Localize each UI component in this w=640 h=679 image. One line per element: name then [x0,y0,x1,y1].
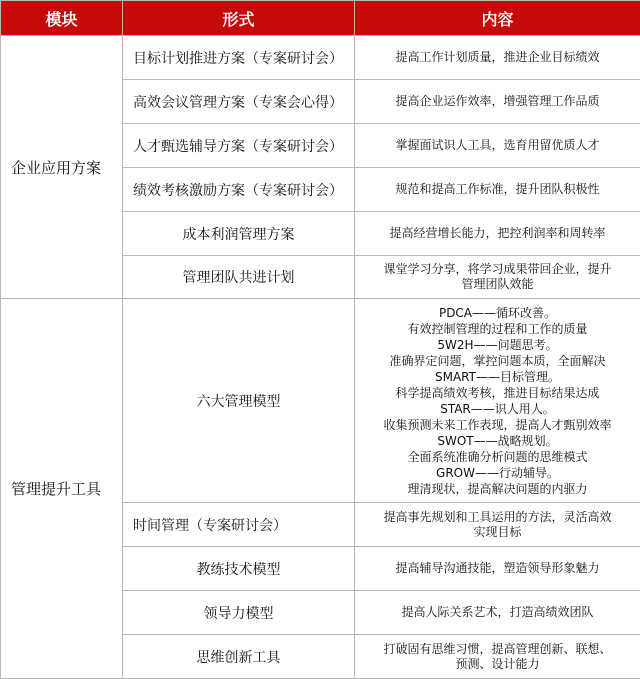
content-line: GROW——行动辅导。 [436,465,559,480]
form-cell: 目标计划推进方案（专案研讨会） [123,36,355,80]
content-line: 提高工作计划质量，推进企业目标绩效 [395,50,600,64]
content-line: STAR——识人用人。 [440,401,555,416]
content-cell [355,256,640,299]
content-line: 提高企业运作效率，增强管理工作品质 [395,94,600,108]
form-cell: 六大管理模型 [123,299,355,503]
content-line: 提高事先规划和工具运用的方法，灵活高效 [383,509,612,524]
header-form: 形式 [123,1,355,36]
content-cell [355,36,640,80]
table-row [1,299,640,503]
content-line: 有效控制管理的过程和工作的质量 [407,321,588,336]
content-cell [355,168,640,212]
content-cell [355,80,640,124]
content-line: 提高人际关系艺术，打造高绩效团队 [401,605,594,619]
content-line: 规范和提高工作标准，提升团队积极性 [395,182,600,196]
form-cell: 管理团队共进计划 [123,256,355,299]
form-cell: 成本利润管理方案 [123,212,355,256]
content-cell [355,635,640,679]
form-cell: 绩效考核激励方案（专案研讨会） [123,168,355,212]
content-cell [355,503,640,547]
content-line: 实现目标 [473,524,522,539]
content-line: 全面系统准确分析问题的思维模式 [407,449,588,464]
content-line: 提高经营增长能力，把控利润率和周转率 [389,226,606,240]
form-cell: 领导力模型 [123,591,355,635]
module-cell: 企业应用方案 [1,36,123,299]
content-line: PDCA——循环改善。 [438,305,557,320]
header-module: 模块 [1,1,123,36]
form-cell: 人才甄选辅导方案（专案研讨会） [123,124,355,168]
content-cell [355,299,640,503]
content-line: 课堂学习分享，将学习成果带回企业，提升 [383,262,612,276]
header-content: 内容 [355,1,640,36]
form-cell: 时间管理（专案研讨会） [123,503,355,547]
content-cell [355,547,640,591]
module-cell: 管理提升工具 [1,299,123,679]
content-line: 科学提高绩效考核，推进目标结果达成 [395,385,600,400]
content-line: SMART——目标管理。 [435,369,560,384]
content-line: 提高辅导沟通技能，塑造领导形象魅力 [395,561,600,575]
content-line: 打破固有思维习惯，提高管理创新、联想、 [383,641,612,656]
content-line: 预测、设计能力 [455,656,540,671]
content-line: 收集预测未来工作表现，提高人才甄别效率 [383,417,612,432]
table-row [1,36,640,80]
content-line: SWOT——战略规划。 [437,433,558,448]
content-cell [355,591,640,635]
content-line: 掌握面试识人工具，选育用留优质人才 [395,138,600,152]
form-cell: 思维创新工具 [123,635,355,679]
content-cell [355,124,640,168]
content-line: 理清现状，提高解决问题的内驱力 [407,481,588,496]
form-cell: 教练技术模型 [123,547,355,591]
content-cell [355,212,640,256]
form-cell: 高效会议管理方案（专案会心得） [123,80,355,124]
header-row [1,1,640,36]
content-line: 管理团队效能 [461,277,534,291]
content-line: 准确界定问题，掌控问题本质，全面解决 [389,353,606,368]
content-line: 5W2H——问题思考。 [437,337,558,352]
